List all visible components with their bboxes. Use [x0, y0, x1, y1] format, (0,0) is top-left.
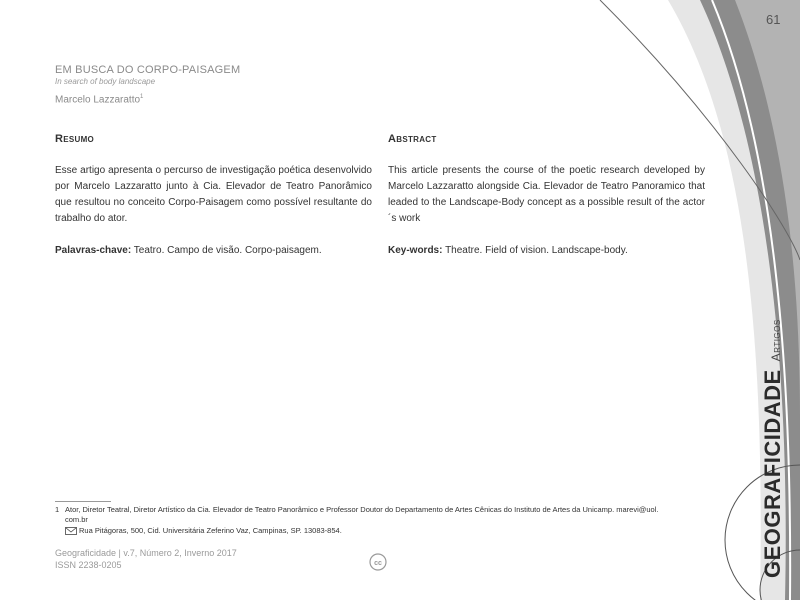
palavras-chave-values: Teatro. Campo de visão. Corpo-paisagem.	[133, 245, 322, 256]
footnote-text-cont: com.br	[65, 515, 88, 524]
footnote	[55, 505, 710, 536]
footnote-number: 1	[55, 505, 60, 514]
author-note-mark: 1	[140, 94, 144, 100]
creative-commons-icon[interactable]	[369, 553, 387, 571]
resumo-text: Esse artigo apresenta o percurso de investigação poética desenvolvido por Marcelo Lazzaratto junto à Cia. Elevador de Teatro Panorâmico que resultou no conceito Corpo-Paisagem como possível resultante do trabalho do ator.	[55, 165, 372, 224]
palavras-chave-label: Palavras-chave:	[55, 245, 132, 256]
section-name: Artigos	[769, 319, 783, 362]
author-text: Marcelo Lazzaratto	[55, 94, 141, 106]
footnote-address	[55, 526, 710, 536]
journal-brand: GEOGRAFICIDADE	[760, 369, 785, 578]
palavras-chave	[55, 243, 372, 259]
vertical-journal-label	[760, 319, 786, 578]
footnote-text: Ator, Diretor Teatral, Diretor Artístico da Cia. Elevador de Teatro Panorâmico e Professor Doutor do Departamento de Artes Cênicas do Instituto de Artes da Unicamp. marevi@uol.	[65, 505, 659, 514]
resumo-heading: Resumo	[55, 133, 95, 145]
envelope-icon	[65, 527, 77, 535]
abstract-text: This article presents the course of the poetic research developed by Marcelo Lazzaratto alongside Cia. Elevador de Teatro Panoramico that leaded to the Landscape-Body concept as a possible result of the actor´s work	[388, 165, 705, 224]
key-words-label: Key-words:	[388, 245, 443, 256]
resumo-column	[55, 131, 372, 259]
article-title: EM BUSCA DO CORPO-PAISAGEM	[55, 64, 241, 76]
article-subtitle: In search of body landscape	[55, 77, 156, 86]
page-number: 61	[766, 12, 781, 27]
key-words	[388, 243, 705, 259]
key-words-values: Theatre. Field of vision. Landscape-body.	[445, 245, 628, 256]
journal-issn: ISSN 2238-0205	[55, 560, 122, 570]
abstract-heading: Abstract	[388, 133, 437, 145]
footnote-line	[55, 505, 710, 515]
footnote-rule	[55, 501, 111, 502]
journal-citation: Geograficidade | v.7, Número 2, Inverno 2017	[55, 548, 237, 558]
abstract-column	[388, 131, 705, 259]
address-text: Rua Pitágoras, 500, Cid. Universitária Zeferino Vaz, Campinas, SP. 13083-854.	[79, 526, 342, 535]
cc-label: cc	[374, 560, 382, 567]
author-name	[55, 94, 455, 105]
title-block	[55, 64, 455, 105]
